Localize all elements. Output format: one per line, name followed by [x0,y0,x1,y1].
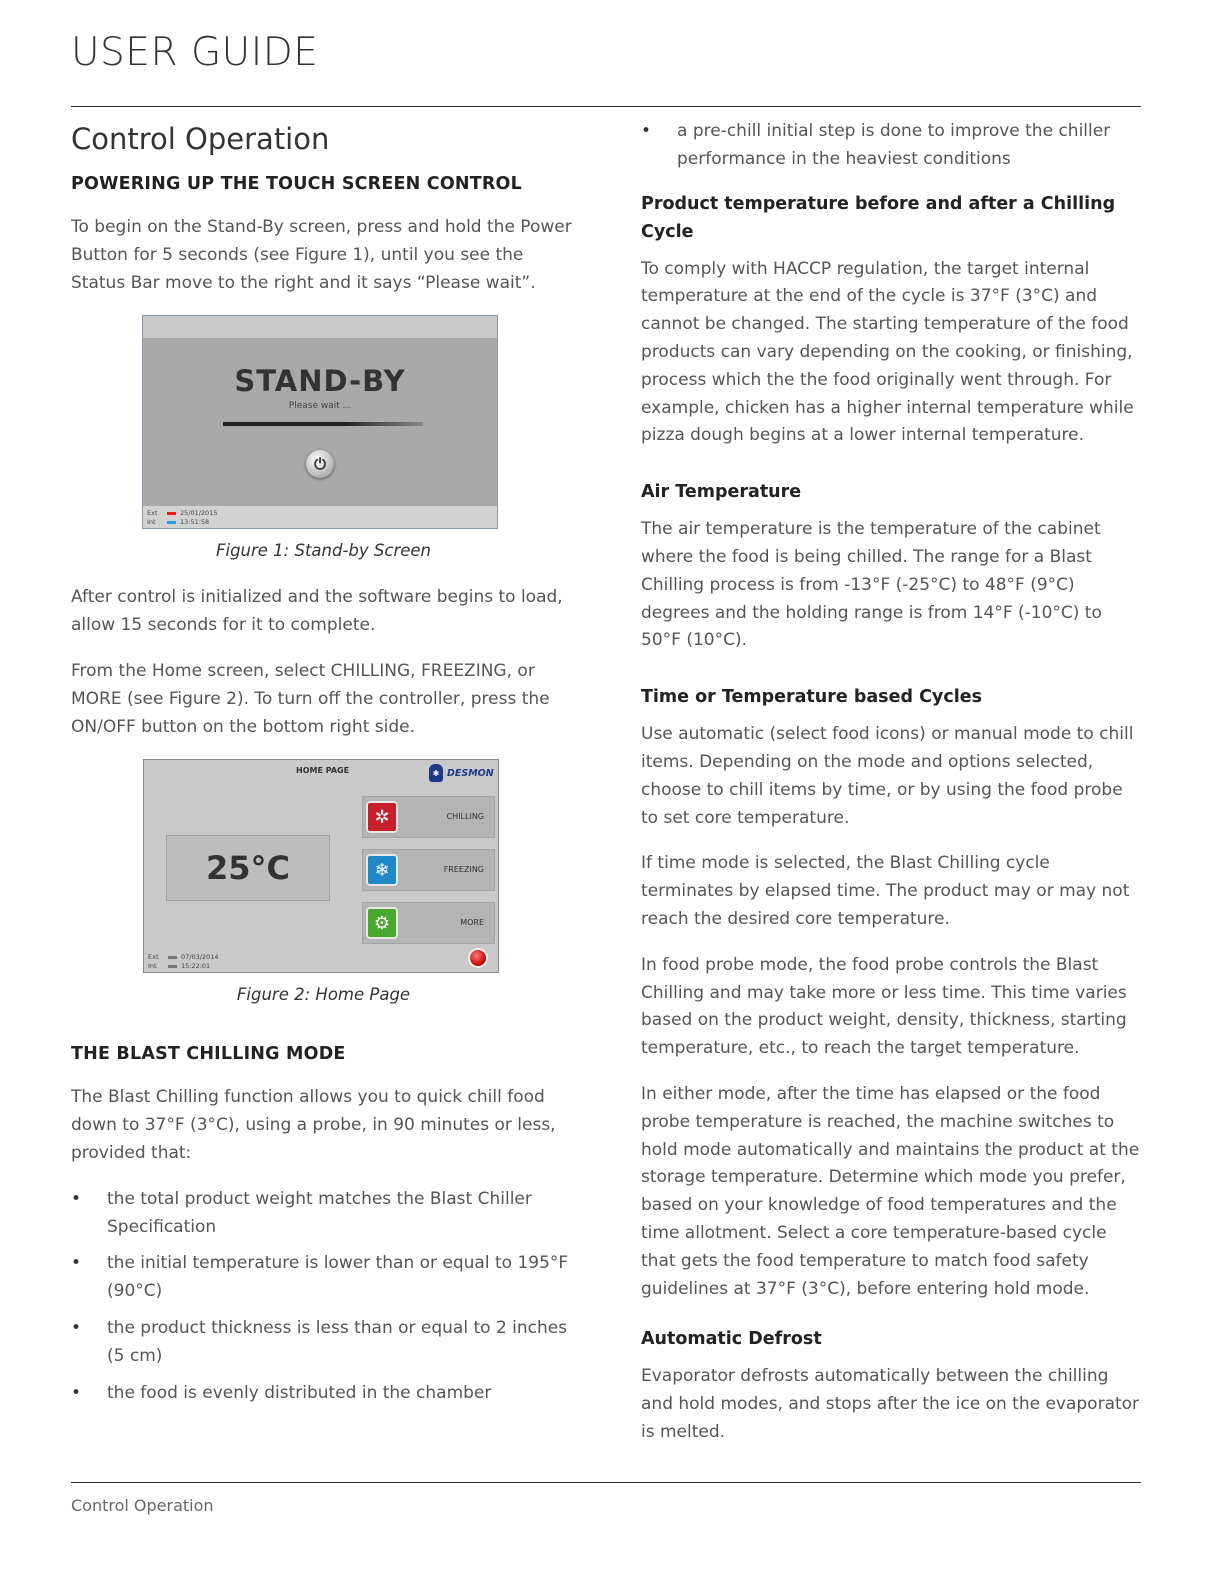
figure-2-home-page [143,759,499,973]
powering-paragraph-2: After control is initialized and the software begins to load, allow 15 seconds for it to complete. [71,587,563,636]
desmon-logo-icon: ✱ [429,764,443,782]
product-temperature-paragraph: To comply with HACCP regulation, the target internal temperature at the end of the cycle is 37°F (3°C) and cannot be changed. The starting temperature of the food products can vary depending on the cooking, or finishing, process which the the food originally went through. For example, chicken has a higher internal temperature while pizza dough begins at a lower internal temperature. [641,258,1134,446]
product-temperature-heading: Product temperature before and after a Chilling Cycle [641,193,1116,242]
air-temperature-paragraph: The air temperature is the temperature of the cabinet where the food is being chilled. The range for a Blast Chilling process is from -13°F (-25°C) to 48°F (9°C) degrees and the holding range is from 14°F (-10°C) to 50°F (10°C). [641,519,1102,651]
standby-time: 13:51:58 [180,518,210,527]
standby-top-bar [143,316,497,338]
blast-chilling-paragraph: The Blast Chilling function allows you to quick chill food down to 37°F (3°C), using a probe, in 90 minutes or less, provided that: [71,1087,556,1163]
powering-paragraph-1: To begin on the Stand-By screen, press and hold the Power Button for 5 seconds (see Figure 1), until you see the Status Bar move to the right and it says “Please wait”. [71,217,572,293]
figure-1-caption: Figure 1: Stand-by Screen [216,541,431,561]
powering-up-heading: POWERING UP THE TOUCH SCREEN CONTROL [71,174,522,194]
freezing-label: FREEZING [443,865,484,875]
blast-conditions-list [71,1186,576,1408]
section-title: Control Operation [71,122,330,156]
int-swatch [168,965,177,968]
figure-2-caption: Figure 2: Home Page [236,985,411,1005]
cycles-paragraph-3: In food probe mode, the food probe controls the Blast Chilling and may take more or less time. This time varies based on the product weight, density, thickness, starting temperature, etc., to reach the target temperature. [641,954,1127,1059]
document-header-title: USER GUIDE [71,30,319,75]
more-label: MORE [460,918,484,928]
ext-label: Ext [148,953,159,962]
header-divider [71,106,1141,107]
automatic-defrost-heading: Automatic Defrost [641,1329,822,1350]
standby-please-wait: Please wait ... [288,401,352,412]
home-page-title: HOME PAGE [296,766,350,776]
list-item: • the initial temperature is lower than or equal to 195°F (90°C) [71,1250,576,1306]
list-item: • the product thickness is less than or equal to 2 inches (5 cm) [71,1315,576,1371]
freezing-icon: ❄ [366,854,398,886]
chilling-label: CHILLING [446,812,484,822]
desmon-brand: DESMON [447,767,494,779]
cycles-paragraph-1: Use automatic (select food icons) or manual mode to chill items. Depending on the mode and options selected, choose to chill items by time, or by using the food probe to set core temperature. [641,724,1134,828]
powering-paragraph-3: From the Home screen, select CHILLING, FREEZING, or MORE (see Figure 2). To turn off the controller, press the ON/OFF button on the bottom right side. [71,660,550,737]
list-item: • the total product weight matches the Blast Chiller Specification [71,1186,576,1242]
footer-divider [71,1482,1141,1483]
cycles-heading: Time or Temperature based Cycles [641,687,982,708]
list-item: • a pre-chill initial step is done to improve the chiller performance in the heaviest conditions [641,118,1141,174]
home-date: 07/03/2014 [181,953,219,962]
standby-progress-bar [223,422,423,426]
chilling-icon: ✲ [366,801,398,833]
standby-date: 25/01/2015 [180,509,218,518]
standby-status-bar [143,506,497,528]
more-button[interactable] [362,902,495,944]
footer-section-label: Control Operation [71,1496,214,1515]
cycles-paragraph-4: In either mode, after the time has elapsed or the food probe temperature is reached, the machine switches to hold mode automatically and maintains the product at the storage temperature. Determine which mode you prefer, based on your knowledge of food temperatures and the time allotment. Select a core temperature-based cycle that gets the food temperature to match food safety guidelines at 37°F (3°C), before entering hold mode. [641,1083,1140,1299]
ext-label: Ext [147,509,158,518]
standby-title: STAND-BY [234,364,406,399]
home-time: 15:22:01 [181,962,211,971]
blast-chilling-heading: THE BLAST CHILLING MODE [71,1044,346,1065]
cycles-paragraph-2: If time mode is selected, the Blast Chilling cycle terminates by elapsed time. The product may or may not reach the desired core temperature. [641,853,1130,929]
list-item: • the food is evenly distributed in the chamber [71,1380,576,1408]
figure-1-standby-screen [142,315,498,529]
power-icon: ⏻ [306,450,334,478]
temperature-display: 25°C [166,835,330,901]
ext-swatch [167,512,176,515]
home-status-bar [144,950,498,972]
right-column [641,118,1141,1465]
desmon-logo [429,764,494,782]
left-column [71,118,576,1416]
automatic-defrost-paragraph: Evaporator defrosts automatically between the chilling and hold modes, and stops after the ice on the evaporator is melted. [641,1366,1140,1442]
pre-chill-list [641,118,1141,174]
int-label: Int [147,518,156,527]
freezing-button[interactable] [362,849,495,891]
gear-icon: ⚙ [366,907,398,939]
int-label: Int [148,962,157,971]
air-temperature-heading: Air Temperature [641,482,802,503]
ext-swatch [168,956,177,959]
int-swatch [167,521,176,524]
chilling-button[interactable] [362,796,495,838]
